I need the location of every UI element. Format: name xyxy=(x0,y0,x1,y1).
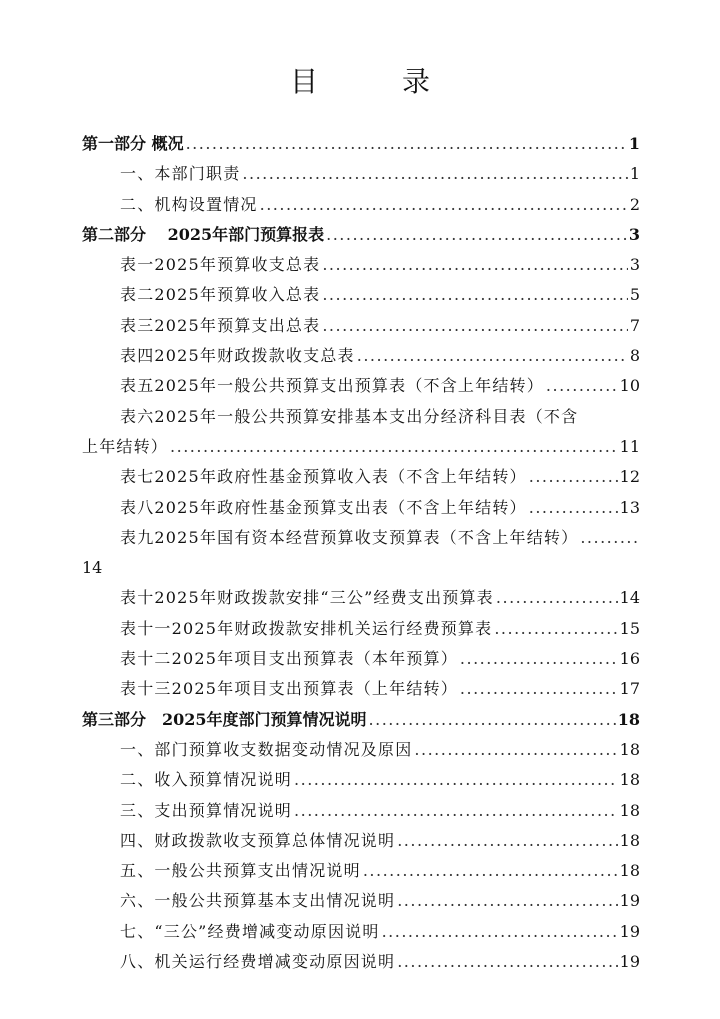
toc-label: 一、部门预算收支数据变动情况及原因 xyxy=(120,739,413,759)
toc-entry[interactable] xyxy=(82,765,640,795)
toc-page-number: 12 xyxy=(619,467,640,487)
dot-leader xyxy=(529,493,618,523)
toc-entry-wrapped-line[interactable] xyxy=(82,523,640,553)
toc-entry[interactable] xyxy=(82,886,640,916)
toc-page-number: 18 xyxy=(619,739,640,759)
toc-entry[interactable] xyxy=(82,674,640,704)
toc-label: 表四2025年财政拨款收支总表 xyxy=(120,346,355,366)
toc-label: 上年结转） xyxy=(82,436,169,456)
dot-leader xyxy=(496,583,618,613)
toc-label: 表二2025年预算收入总表 xyxy=(120,285,321,305)
toc-page-number: 1 xyxy=(629,164,640,184)
toc-entry[interactable] xyxy=(82,644,640,674)
toc-entry[interactable] xyxy=(82,826,640,856)
toc-label: 表六2025年一般公共预算安排基本支出分经济科目表（不含 xyxy=(120,406,579,426)
dot-leader xyxy=(170,432,618,462)
toc-page-number: 5 xyxy=(629,285,640,305)
toc-label: 四、财政拨款收支预算总体情况说明 xyxy=(120,830,396,850)
toc-page-number: 3 xyxy=(629,255,640,275)
toc-entry-wrapped-line[interactable] xyxy=(82,402,640,432)
dot-leader xyxy=(460,644,618,674)
dot-leader xyxy=(242,159,627,189)
toc-label: 第三部分 2025年度部门预算情况说明 xyxy=(82,709,367,729)
toc-label: 七、“三公”经费增减变动原因说明 xyxy=(120,921,380,941)
toc-page-number: 18 xyxy=(619,861,640,881)
dot-leader xyxy=(414,735,617,765)
toc-part-3[interactable] xyxy=(82,705,640,735)
toc-label: 表一2025年预算收支总表 xyxy=(120,255,321,275)
table-of-contents xyxy=(82,129,640,977)
toc-label: 表十一2025年财政拨款安排机关运行经费预算表 xyxy=(120,618,493,638)
toc-entry[interactable] xyxy=(82,947,640,977)
dot-leader xyxy=(294,796,618,826)
toc-label: 表九2025年国有资本经营预算收支预算表（不含上年结转） xyxy=(120,527,579,547)
toc-label: 三、支出预算情况说明 xyxy=(120,800,293,820)
toc-entry[interactable] xyxy=(82,311,640,341)
toc-entry[interactable] xyxy=(82,159,640,189)
toc-page-number: 3 xyxy=(628,224,640,244)
toc-page-number: 8 xyxy=(629,346,640,366)
toc-label: 表十三2025年项目支出预算表（上年结转） xyxy=(120,679,458,699)
toc-page-number: 19 xyxy=(619,921,640,941)
toc-label: 表三2025年预算支出总表 xyxy=(120,315,321,335)
dot-leader xyxy=(580,523,638,553)
toc-label: 第一部分 概况 xyxy=(82,134,184,153)
toc-entry[interactable] xyxy=(82,917,640,947)
page-title: 目 录 xyxy=(289,65,458,98)
toc-entry[interactable] xyxy=(82,371,640,401)
toc-page-number: 10 xyxy=(619,376,640,396)
dot-leader xyxy=(322,280,627,310)
toc-entry[interactable] xyxy=(82,796,640,826)
toc-entry-continuation[interactable] xyxy=(82,553,640,583)
dot-leader xyxy=(322,250,627,280)
toc-part-2[interactable] xyxy=(82,220,640,250)
toc-label: 八、机关运行经费增减变动原因说明 xyxy=(120,952,396,972)
dot-leader xyxy=(357,341,628,371)
toc-page-number: 2 xyxy=(629,194,640,214)
toc-label: 五、一般公共预算支出情况说明 xyxy=(120,861,361,881)
toc-label: 表十2025年财政拨款安排“三公”经费支出预算表 xyxy=(120,588,494,608)
toc-page-number: 16 xyxy=(619,649,640,669)
toc-label: 二、收入预算情况说明 xyxy=(120,770,293,790)
dot-leader xyxy=(382,917,618,947)
dot-leader xyxy=(494,614,617,644)
dot-leader xyxy=(397,886,617,916)
toc-entry[interactable] xyxy=(82,735,640,765)
dot-leader xyxy=(460,674,618,704)
toc-page-number: 18 xyxy=(619,800,640,820)
dot-leader xyxy=(369,705,616,735)
dot-leader xyxy=(326,220,627,250)
toc-page-number: 11 xyxy=(619,436,640,456)
toc-label: 表八2025年政府性基金预算支出表（不含上年结转） xyxy=(120,497,527,517)
toc-entry-continuation[interactable] xyxy=(82,432,640,462)
toc-entry[interactable] xyxy=(82,462,640,492)
dot-leader xyxy=(397,947,617,977)
dot-leader xyxy=(186,129,627,159)
toc-entry[interactable] xyxy=(82,856,640,886)
toc-entry[interactable] xyxy=(82,190,640,220)
toc-page-number: 7 xyxy=(629,315,640,335)
toc-page-number: 14 xyxy=(619,588,640,608)
toc-label: 二、机构设置情况 xyxy=(120,194,258,214)
toc-page-number: 17 xyxy=(619,679,640,699)
dot-leader xyxy=(529,462,618,492)
dot-leader xyxy=(397,826,617,856)
toc-part-1[interactable] xyxy=(82,129,640,159)
toc-page-number: 19 xyxy=(619,891,640,911)
toc-label: 表十二2025年项目支出预算表（本年预算） xyxy=(120,649,458,669)
toc-page-number: 18 xyxy=(617,709,640,729)
toc-entry[interactable] xyxy=(82,493,640,523)
dot-leader xyxy=(294,765,618,795)
toc-page-number: 18 xyxy=(619,830,640,850)
dot-leader xyxy=(322,311,627,341)
toc-page-number: 13 xyxy=(619,497,640,517)
dot-leader xyxy=(363,856,618,886)
toc-entry[interactable] xyxy=(82,280,640,310)
toc-entry[interactable] xyxy=(82,250,640,280)
toc-label: 第二部分 2025年部门预算报表 xyxy=(82,224,325,244)
toc-entry[interactable] xyxy=(82,583,640,613)
dot-leader xyxy=(260,190,628,220)
dot-leader xyxy=(546,371,618,401)
toc-label: 一、本部门职责 xyxy=(120,164,241,184)
toc-page-number: 1 xyxy=(628,134,640,153)
toc-label: 六、一般公共预算基本支出情况说明 xyxy=(120,891,396,911)
toc-entry[interactable] xyxy=(82,614,640,644)
toc-page-number: 19 xyxy=(619,952,640,972)
toc-label: 表七2025年政府性基金预算收入表（不含上年结转） xyxy=(120,467,527,487)
toc-label: 表五2025年一般公共预算支出预算表（不含上年结转） xyxy=(120,376,544,396)
toc-page-number: 18 xyxy=(619,770,640,790)
toc-entry[interactable] xyxy=(82,341,640,371)
toc-page-number: 14 xyxy=(82,558,103,578)
toc-page-number: 15 xyxy=(619,618,640,638)
